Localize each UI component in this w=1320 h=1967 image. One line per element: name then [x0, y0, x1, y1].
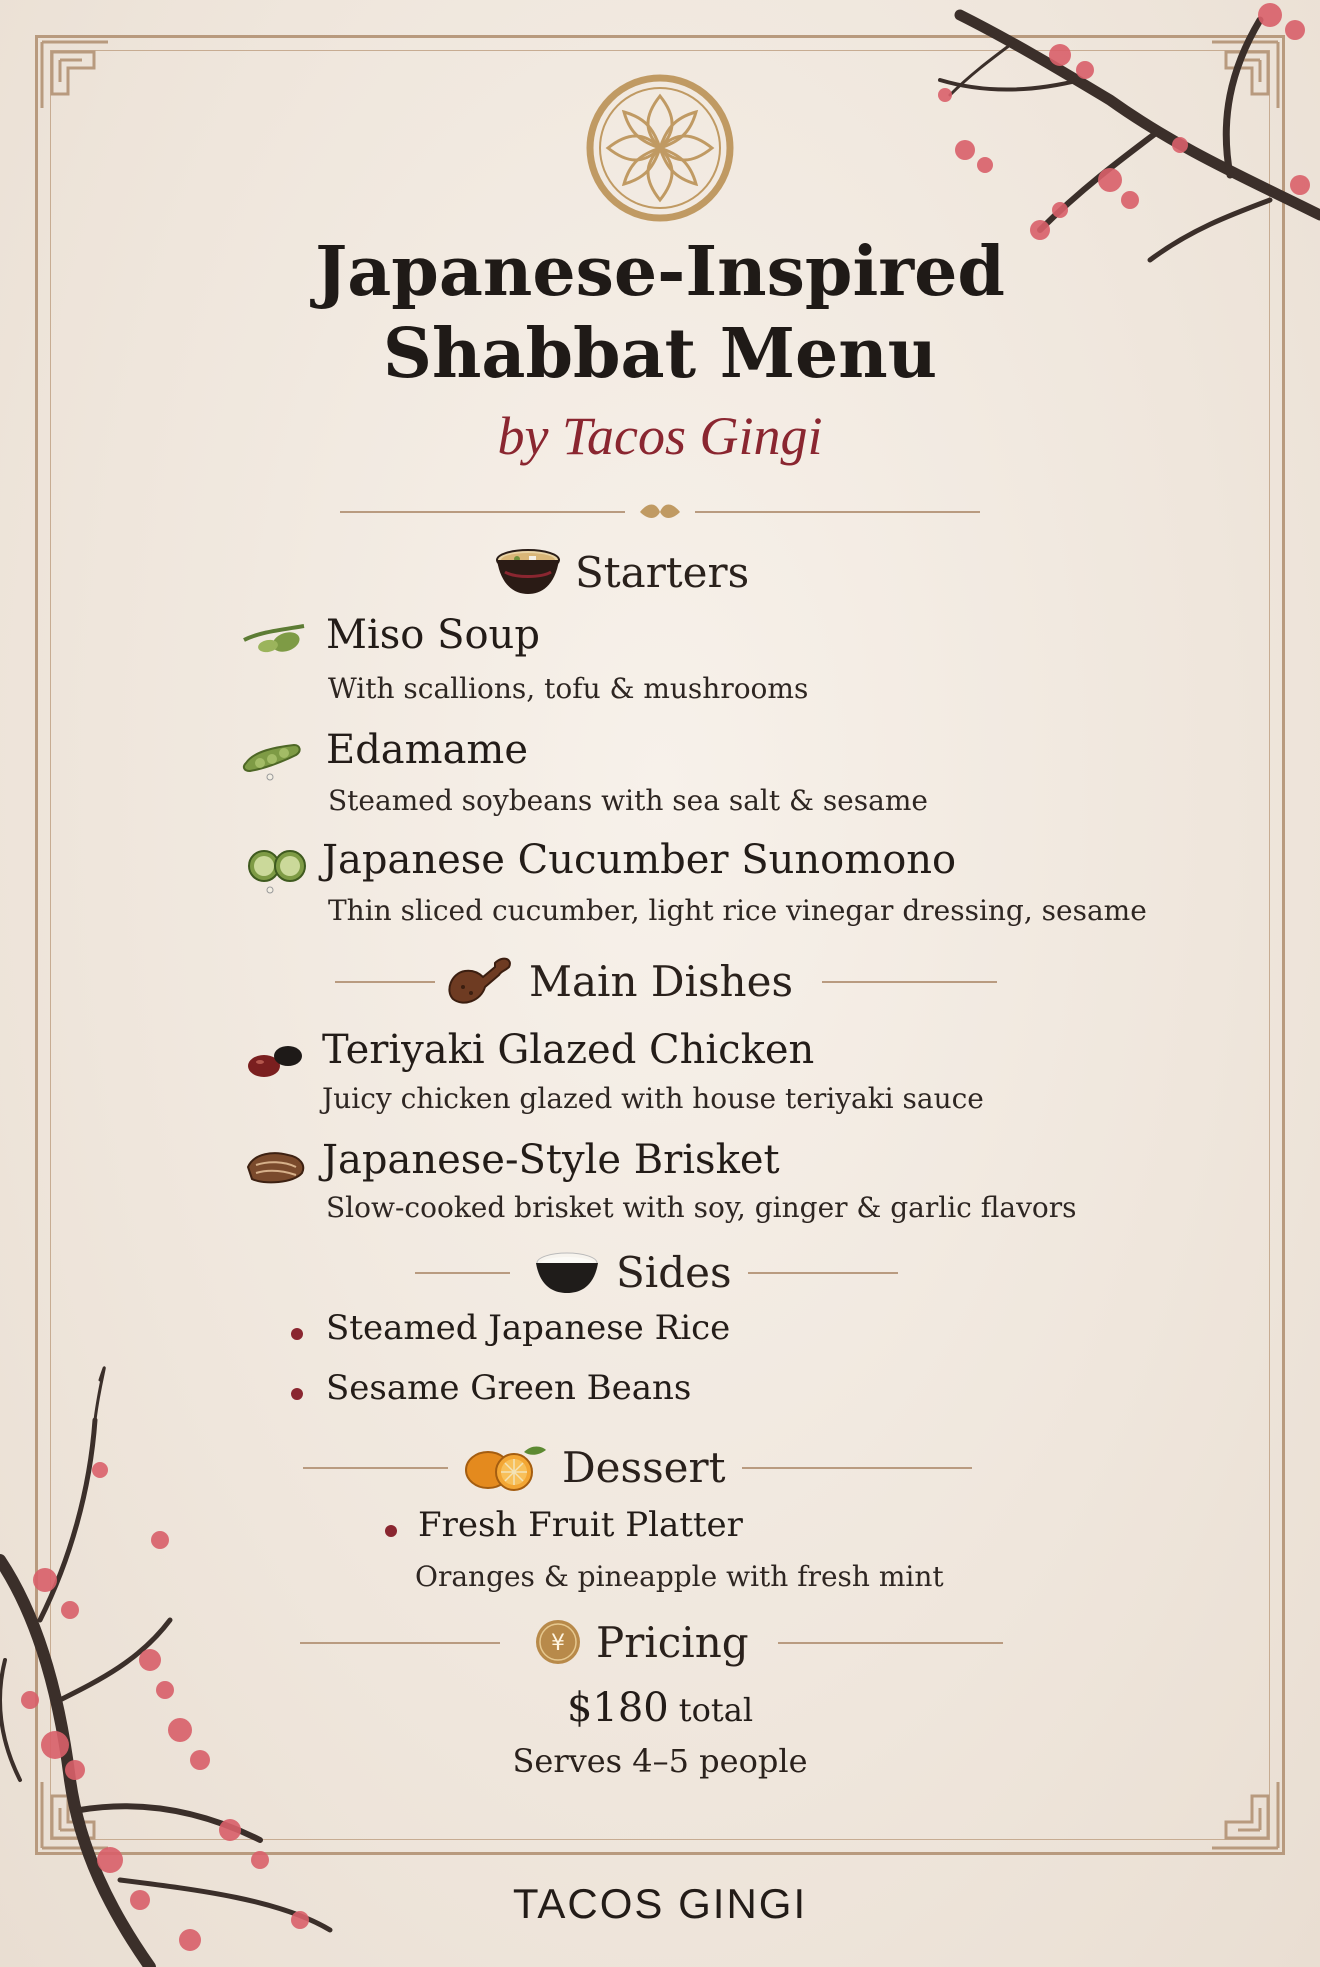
item-name-brisket: Japanese-Style Brisket — [322, 1137, 780, 1183]
miso-bowl-icon — [495, 546, 561, 598]
section-title-main-dishes: Main Dishes — [529, 956, 793, 1006]
bullet-icon — [291, 1328, 303, 1340]
bullet-icon — [385, 1525, 397, 1537]
yen-symbol: ¥ — [551, 1631, 565, 1656]
section-pricing-header — [534, 1612, 749, 1672]
menu-title-line-2: Shabbat Menu — [382, 314, 938, 394]
bullet-icon — [291, 1388, 303, 1400]
price-suffix: total — [678, 1691, 754, 1729]
item-name-edamame: Edamame — [326, 727, 529, 773]
section-title-starters: Starters — [575, 547, 750, 597]
price-amount: $180 — [566, 1685, 669, 1731]
item-desc-edamame: Steamed soybeans with sea salt & sesame — [328, 784, 928, 817]
scallion-icon — [240, 618, 306, 662]
section-title-sides: Sides — [616, 1247, 732, 1297]
item-name-fruit-platter: Fresh Fruit Platter — [418, 1505, 743, 1545]
footer-brand: TACOS GINGI — [512, 1880, 808, 1927]
brisket-icon — [244, 1145, 310, 1187]
serves-note: Serves 4–5 people — [512, 1742, 808, 1780]
item-desc-cucumber-sunomono: Thin sliced cucumber, light rice vinegar dressing, sesame — [328, 894, 1147, 927]
corner-ornament-top-right — [1192, 38, 1282, 128]
item-name-teriyaki-chicken: Teriyaki Glazed Chicken — [322, 1027, 815, 1073]
price-line — [0, 1685, 1320, 1731]
section-rule-right — [742, 1467, 972, 1469]
section-rule-left — [303, 1467, 448, 1469]
title-divider — [340, 500, 980, 524]
section-rule-left — [415, 1272, 510, 1274]
item-name-sesame-green-beans: Sesame Green Beans — [326, 1368, 692, 1408]
beans-icon — [244, 1040, 310, 1082]
item-name-miso-soup: Miso Soup — [326, 612, 540, 658]
cucumber-icon — [246, 846, 312, 896]
drumstick-icon — [445, 953, 515, 1009]
section-rule-right — [822, 981, 997, 983]
section-rule-right — [748, 1272, 898, 1274]
item-name-cucumber-sunomono: Japanese Cucumber Sunomono — [322, 837, 957, 883]
section-rule-left — [300, 1642, 500, 1644]
item-desc-teriyaki-chicken: Juicy chicken glazed with house teriyaki sauce — [322, 1082, 984, 1115]
section-title-dessert: Dessert — [562, 1442, 726, 1492]
corner-ornament-top-left — [38, 38, 128, 128]
item-desc-brisket: Slow-cooked brisket with soy, ginger & garlic flavors — [326, 1191, 1077, 1224]
section-mains-header — [445, 951, 793, 1011]
byline: by Tacos Gingi — [497, 406, 823, 466]
rice-bowl-icon — [532, 1247, 602, 1297]
section-dessert-header — [462, 1437, 725, 1497]
section-rule-right — [778, 1642, 1003, 1644]
menu-title-line-1: Japanese-Inspired — [315, 232, 1005, 312]
section-starters-header — [495, 542, 749, 602]
section-title-pricing: Pricing — [596, 1617, 749, 1667]
gold-rosette-icon — [584, 72, 736, 224]
section-sides-header — [532, 1242, 732, 1302]
edamame-icon — [240, 733, 306, 781]
item-desc-fruit-platter: Oranges & pineapple with fresh mint — [415, 1560, 944, 1593]
section-rule-left — [335, 981, 435, 983]
orange-icon — [462, 1440, 548, 1494]
yen-coin-icon — [534, 1618, 582, 1666]
item-desc-miso-soup: With scallions, tofu & mushrooms — [328, 672, 809, 705]
item-name-steamed-rice: Steamed Japanese Rice — [326, 1308, 731, 1348]
